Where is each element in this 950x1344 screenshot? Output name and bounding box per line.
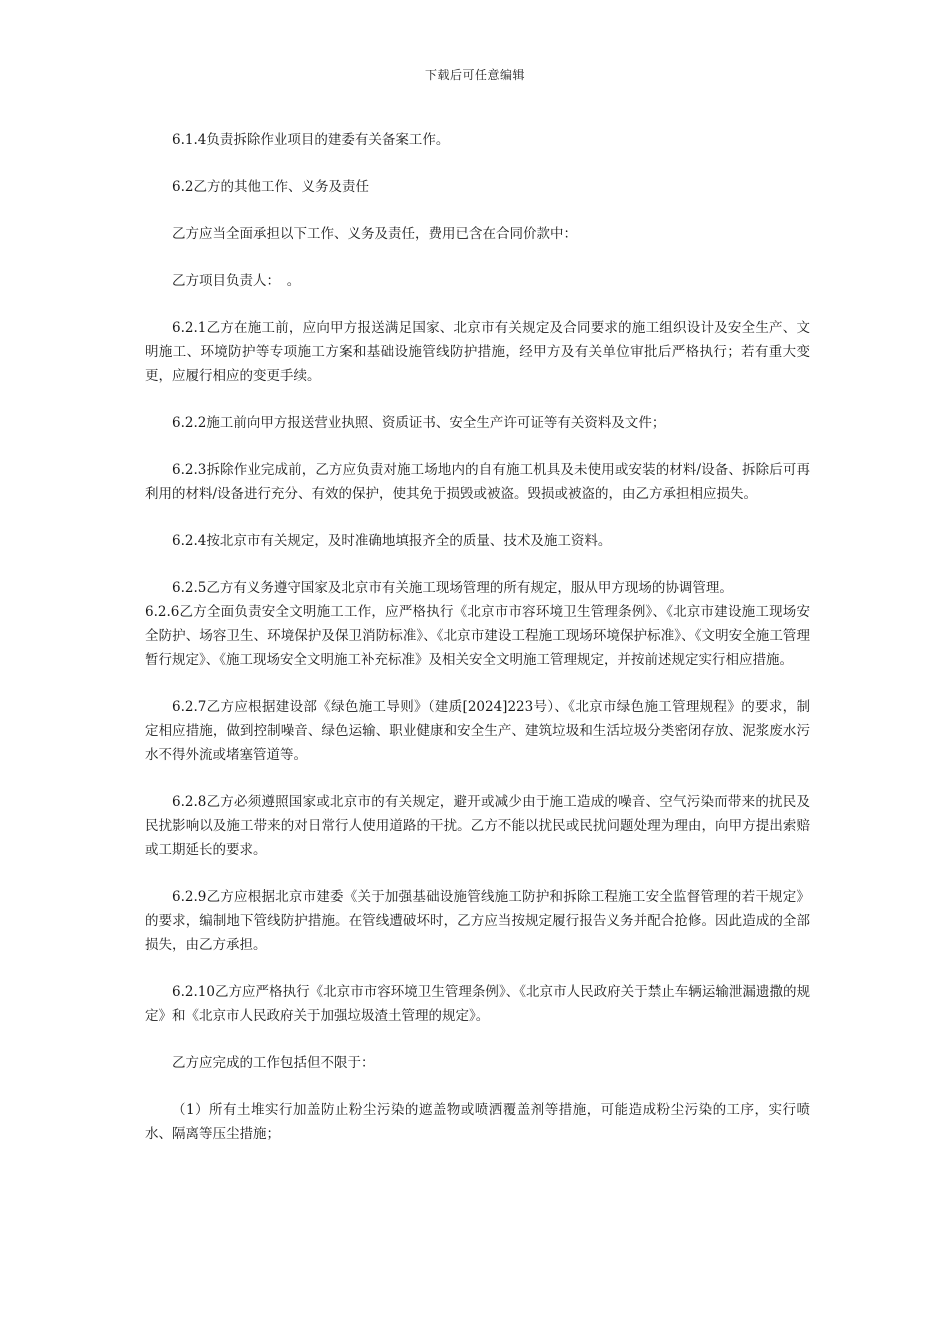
page-header: 下载后可任意编辑 [424,68,525,82]
paragraph: 6.2.10乙方应严格执行《北京市市容环境卫生管理条例》、《北京市人民政府关于禁止车辆运输泄漏遗撒的规定》和《北京市人民政府关于加强垃圾渣土管理的规定》。 [145,984,810,1024]
paragraph: 乙方应完成的工作包括但不限于： [172,1055,375,1071]
paragraph: 乙方应当全面承担以下工作、义务及责任，费用已含在合同价款中： [172,226,577,242]
paragraph: 6.2.7乙方应根据建设部《绿色施工导则》（建质[2024]223号）、《北京市绿色施工管理规程》的要求，制定相应措施，做到控制噪音、绿色运输、职业健康和安全生产、建筑垃圾和生活垃圾分类密闭存放、泥浆废水污水不得外流或堵塞管道等。 [145,699,810,763]
section-heading: 6.2乙方的其他工作、义务及责任 [172,179,369,195]
list-item: （1）所有土堆实行加盖防止粉尘污染的遮盖物或喷洒覆盖剂等措施，可能造成粉尘污染的工序，实行喷水、隔离等压尘措施； [145,1102,810,1142]
paragraph: 6.2.4按北京市有关规定，及时准确地填报齐全的质量、技术及施工资料。 [172,533,612,549]
paragraph: 乙方项目负责人： 。 [172,273,301,289]
document-body [145,128,810,1146]
paragraph: 6.2.5乙方有义务遵守国家及北京市有关施工现场管理的所有规定，服从甲方现场的协调管理。 [172,580,733,596]
paragraph: 6.2.3拆除作业完成前，乙方应负责对施工场地内的自有施工机具及未使用或安装的材料/设备、拆除后可再利用的材料/设备进行充分、有效的保护，使其免于损毁或被盗。毁损或被盗的，由乙方承担相应损失。 [145,462,810,502]
paragraph: 6.2.6乙方全面负责安全文明施工工作，应严格执行《北京市市容环境卫生管理条例》、《北京市建设施工现场安全防护、场容卫生、环境保护及保卫消防标准》、《北京市建设工程施工现场环境保护标准》、《文明安全施工管理暂行规定》、《施工现场安全文明施工补充标准》及相关安全文明施工管理规定，并按前述规定实行相应措施。 [145,604,810,668]
paragraph: 6.2.2施工前向甲方报送营业执照、资质证书、安全生产许可证等有关资料及文件； [172,415,666,431]
paragraph: 6.2.9乙方应根据北京市建委《关于加强基础设施管线施工防护和拆除工程施工安全监督管理的若干规定》的要求，编制地下管线防护措施。在管线遭破坏时，乙方应当按规定履行报告义务并配合抢修。因此造成的全部损失，由乙方承担。 [145,889,810,953]
paragraph: 6.2.8乙方必须遵照国家或北京市的有关规定，避开或减少由于施工造成的噪音、空气污染而带来的扰民及民扰影响以及施工带来的对日常行人使用道路的干扰。乙方不能以扰民或民扰问题处理为理由，向甲方提出索赔或工期延长的要求。 [145,794,810,858]
paragraph: 6.2.1乙方在施工前，应向甲方报送满足国家、北京市有关规定及合同要求的施工组织设计及安全生产、文明施工、环境防护等专项施工方案和基础设施管线防护措施，经甲方及有关单位审批后严格执行；若有重大变更，应履行相应的变更手续。 [145,320,810,384]
paragraph: 6.1.4负责拆除作业项目的建委有关备案工作。 [172,132,450,148]
